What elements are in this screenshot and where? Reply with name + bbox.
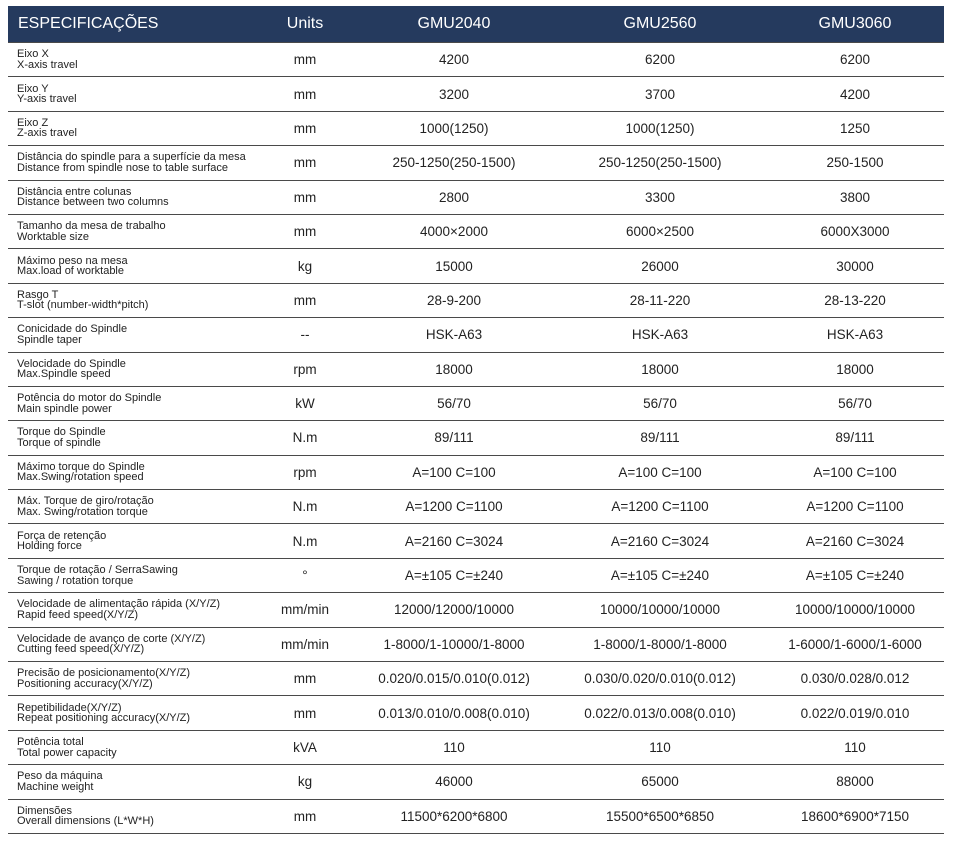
cell-model-1: 2800 bbox=[354, 180, 554, 214]
label-en: Y-axis travel bbox=[17, 93, 77, 106]
label-en: Machine weight bbox=[17, 780, 94, 793]
cell-model-1: 28-9-200 bbox=[354, 283, 554, 317]
row-label bbox=[8, 696, 256, 730]
row-unit: mm bbox=[256, 283, 354, 317]
cell-model-2: 15500*6500*6850 bbox=[554, 799, 766, 833]
row-unit: mm bbox=[256, 696, 354, 730]
label-en: Sawing / rotation torque bbox=[17, 574, 134, 587]
cell-model-2: 110 bbox=[554, 730, 766, 764]
row-label bbox=[8, 799, 256, 833]
cell-model-2: 89/111 bbox=[554, 421, 766, 455]
label-pt: Peso da máquina bbox=[17, 770, 103, 783]
label-pt: Máximo torque do Spindle bbox=[17, 460, 145, 473]
header-model-1: GMU2040 bbox=[354, 6, 554, 43]
cell-model-1: 250-1250(250-1500) bbox=[354, 146, 554, 180]
cell-model-2: 26000 bbox=[554, 249, 766, 283]
table-row bbox=[8, 249, 944, 283]
cell-model-1: 110 bbox=[354, 730, 554, 764]
label-pt: Tamanho da mesa de trabalho bbox=[17, 220, 166, 233]
cell-model-2: A=100 C=100 bbox=[554, 455, 766, 489]
cell-model-3: A=100 C=100 bbox=[766, 455, 944, 489]
row-label bbox=[8, 249, 256, 283]
cell-model-3: 6200 bbox=[766, 43, 944, 77]
cell-model-2: 1000(1250) bbox=[554, 111, 766, 145]
cell-model-1: 15000 bbox=[354, 249, 554, 283]
cell-model-1: 46000 bbox=[354, 765, 554, 799]
row-unit: kW bbox=[256, 386, 354, 420]
label-pt: Velocidade de avanço de corte (X/Y/Z) bbox=[17, 632, 206, 645]
cell-model-3: HSK-A63 bbox=[766, 318, 944, 352]
table-row bbox=[8, 283, 944, 317]
cell-model-1: 0.020/0.015/0.010(0.012) bbox=[354, 662, 554, 696]
cell-model-1: 4000×2000 bbox=[354, 214, 554, 248]
cell-model-3: A=2160 C=3024 bbox=[766, 524, 944, 558]
label-pt: Máx. Torque de giro/rotação bbox=[17, 495, 154, 508]
cell-model-3: 0.030/0.028/0.012 bbox=[766, 662, 944, 696]
row-unit: N.m bbox=[256, 524, 354, 558]
spec-table-container bbox=[8, 6, 944, 834]
cell-model-3: 89/111 bbox=[766, 421, 944, 455]
table-row bbox=[8, 490, 944, 524]
table-row bbox=[8, 455, 944, 489]
label-pt: Distância entre colunas bbox=[17, 185, 132, 198]
row-label bbox=[8, 214, 256, 248]
cell-model-1: HSK-A63 bbox=[354, 318, 554, 352]
spec-table bbox=[8, 6, 944, 834]
label-pt: Repetibilidade(X/Y/Z) bbox=[17, 701, 122, 714]
table-row bbox=[8, 352, 944, 386]
row-label bbox=[8, 455, 256, 489]
row-label bbox=[8, 765, 256, 799]
row-label bbox=[8, 283, 256, 317]
cell-model-3: 1-6000/1-6000/1-6000 bbox=[766, 627, 944, 661]
cell-model-2: HSK-A63 bbox=[554, 318, 766, 352]
cell-model-3: 0.022/0.019/0.010 bbox=[766, 696, 944, 730]
table-row bbox=[8, 765, 944, 799]
cell-model-3: 1250 bbox=[766, 111, 944, 145]
cell-model-3: 18000 bbox=[766, 352, 944, 386]
row-unit: rpm bbox=[256, 455, 354, 489]
row-unit: mm bbox=[256, 111, 354, 145]
cell-model-1: A=2160 C=3024 bbox=[354, 524, 554, 558]
row-label bbox=[8, 111, 256, 145]
row-label bbox=[8, 490, 256, 524]
table-row bbox=[8, 77, 944, 111]
cell-model-3: A=±105 C=±240 bbox=[766, 558, 944, 592]
row-unit: mm bbox=[256, 146, 354, 180]
label-pt: Eixo Z bbox=[17, 116, 49, 129]
row-unit: ° bbox=[256, 558, 354, 592]
label-pt: Conicidade do Spindle bbox=[17, 323, 128, 336]
row-label bbox=[8, 43, 256, 77]
cell-model-2: 10000/10000/10000 bbox=[554, 593, 766, 627]
label-pt: Rasgo T bbox=[17, 288, 59, 301]
row-label bbox=[8, 730, 256, 764]
row-label bbox=[8, 318, 256, 352]
row-label bbox=[8, 593, 256, 627]
label-en: Main spindle power bbox=[17, 402, 112, 415]
label-en: Cutting feed speed(X/Y/Z) bbox=[17, 643, 145, 656]
table-row bbox=[8, 43, 944, 77]
header-units: Units bbox=[256, 6, 354, 43]
cell-model-2: 6000×2500 bbox=[554, 214, 766, 248]
label-pt: Potência total bbox=[17, 736, 84, 748]
row-unit: mm bbox=[256, 662, 354, 696]
row-unit: kg bbox=[256, 765, 354, 799]
label-en: Torque of spindle bbox=[17, 436, 101, 449]
row-unit: mm bbox=[256, 799, 354, 833]
table-row bbox=[8, 558, 944, 592]
label-en: Z-axis travel bbox=[17, 127, 77, 140]
cell-model-3: A=1200 C=1100 bbox=[766, 490, 944, 524]
label-en: Max.Swing/rotation speed bbox=[17, 471, 144, 484]
label-pt: Eixo Y bbox=[17, 82, 49, 95]
table-row bbox=[8, 421, 944, 455]
label-en: Worktable size bbox=[17, 230, 89, 243]
table-row bbox=[8, 662, 944, 696]
label-en: Overall dimensions (L*W*H) bbox=[17, 815, 154, 828]
row-unit: kg bbox=[256, 249, 354, 283]
row-unit: mm bbox=[256, 180, 354, 214]
table-header-row bbox=[8, 6, 944, 43]
cell-model-3: 250-1500 bbox=[766, 146, 944, 180]
label-en: Rapid feed speed(X/Y/Z) bbox=[17, 608, 139, 621]
table-row bbox=[8, 111, 944, 145]
label-pt: Velocidade de alimentação rápida (X/Y/Z) bbox=[17, 598, 221, 611]
cell-model-2: A=1200 C=1100 bbox=[554, 490, 766, 524]
label-pt: Precisão de posicionamento(X/Y/Z) bbox=[17, 667, 191, 680]
cell-model-2: 18000 bbox=[554, 352, 766, 386]
table-row bbox=[8, 214, 944, 248]
label-en: Total power capacity bbox=[17, 746, 117, 759]
row-unit: mm bbox=[256, 43, 354, 77]
cell-model-3: 56/70 bbox=[766, 386, 944, 420]
label-en: Positioning accuracy(X/Y/Z) bbox=[17, 677, 153, 690]
cell-model-3: 88000 bbox=[766, 765, 944, 799]
table-row bbox=[8, 593, 944, 627]
table-row bbox=[8, 524, 944, 558]
cell-model-3: 10000/10000/10000 bbox=[766, 593, 944, 627]
cell-model-3: 28-13-220 bbox=[766, 283, 944, 317]
label-en: Max. Swing/rotation torque bbox=[17, 505, 148, 518]
cell-model-3: 30000 bbox=[766, 249, 944, 283]
table-row bbox=[8, 180, 944, 214]
cell-model-2: A=2160 C=3024 bbox=[554, 524, 766, 558]
row-label bbox=[8, 421, 256, 455]
cell-model-2: A=±105 C=±240 bbox=[554, 558, 766, 592]
row-unit: rpm bbox=[256, 352, 354, 386]
row-unit: kVA bbox=[256, 730, 354, 764]
cell-model-2: 1-8000/1-8000/1-8000 bbox=[554, 627, 766, 661]
row-unit: N.m bbox=[256, 490, 354, 524]
cell-model-3: 3800 bbox=[766, 180, 944, 214]
row-label bbox=[8, 146, 256, 180]
label-pt: Potência do motor do Spindle bbox=[17, 392, 162, 405]
cell-model-1: 89/111 bbox=[354, 421, 554, 455]
label-pt: Torque do Spindle bbox=[17, 426, 106, 439]
label-en: Repeat positioning accuracy(X/Y/Z) bbox=[17, 712, 191, 725]
label-en: T-slot (number-width*pitch) bbox=[17, 299, 149, 312]
label-en: Distance from spindle nose to table surface bbox=[17, 161, 228, 174]
cell-model-1: 4200 bbox=[354, 43, 554, 77]
label-en: Max.Spindle speed bbox=[17, 368, 111, 381]
cell-model-1: 1000(1250) bbox=[354, 111, 554, 145]
header-model-2: GMU2560 bbox=[554, 6, 766, 43]
row-label bbox=[8, 352, 256, 386]
row-label bbox=[8, 180, 256, 214]
header-model-3: GMU3060 bbox=[766, 6, 944, 43]
cell-model-2: 28-11-220 bbox=[554, 283, 766, 317]
cell-model-2: 65000 bbox=[554, 765, 766, 799]
cell-model-1: 1-8000/1-10000/1-8000 bbox=[354, 627, 554, 661]
row-unit: N.m bbox=[256, 421, 354, 455]
cell-model-1: 18000 bbox=[354, 352, 554, 386]
table-row bbox=[8, 799, 944, 833]
cell-model-1: 12000/12000/10000 bbox=[354, 593, 554, 627]
label-en: Holding force bbox=[17, 540, 82, 553]
cell-model-2: 250-1250(250-1500) bbox=[554, 146, 766, 180]
cell-model-2: 0.030/0.020/0.010(0.012) bbox=[554, 662, 766, 696]
label-pt: Eixo X bbox=[17, 48, 49, 61]
label-pt: Força de retenção bbox=[17, 529, 107, 542]
row-unit: mm bbox=[256, 214, 354, 248]
label-en: Spindle taper bbox=[17, 333, 82, 346]
cell-model-1: 0.013/0.010/0.008(0.010) bbox=[354, 696, 554, 730]
cell-model-2: 3700 bbox=[554, 77, 766, 111]
row-label bbox=[8, 524, 256, 558]
label-pt: Distância do spindle para a superfície da mesa bbox=[17, 151, 246, 164]
table-row bbox=[8, 318, 944, 352]
label-en: Distance between two columns bbox=[17, 196, 169, 209]
label-pt: Velocidade do Spindle bbox=[17, 357, 126, 370]
row-label bbox=[8, 627, 256, 661]
spec-table-body bbox=[8, 43, 944, 834]
row-label bbox=[8, 662, 256, 696]
cell-model-2: 3300 bbox=[554, 180, 766, 214]
row-label bbox=[8, 386, 256, 420]
cell-model-3: 18600*6900*7150 bbox=[766, 799, 944, 833]
cell-model-1: 3200 bbox=[354, 77, 554, 111]
cell-model-3: 6000X3000 bbox=[766, 214, 944, 248]
row-unit: mm/min bbox=[256, 593, 354, 627]
cell-model-2: 6200 bbox=[554, 43, 766, 77]
cell-model-3: 4200 bbox=[766, 77, 944, 111]
cell-model-1: A=1200 C=1100 bbox=[354, 490, 554, 524]
cell-model-3: 110 bbox=[766, 730, 944, 764]
cell-model-2: 56/70 bbox=[554, 386, 766, 420]
cell-model-1: A=±105 C=±240 bbox=[354, 558, 554, 592]
label-pt: Máximo peso na mesa bbox=[17, 254, 128, 267]
table-row bbox=[8, 627, 944, 661]
table-row bbox=[8, 696, 944, 730]
table-row bbox=[8, 386, 944, 420]
row-unit: mm bbox=[256, 77, 354, 111]
label-en: Max.load of worktable bbox=[17, 265, 124, 278]
table-row bbox=[8, 146, 944, 180]
cell-model-2: 0.022/0.013/0.008(0.010) bbox=[554, 696, 766, 730]
cell-model-1: 11500*6200*6800 bbox=[354, 799, 554, 833]
row-unit: -- bbox=[256, 318, 354, 352]
row-label bbox=[8, 77, 256, 111]
label-pt: Torque de rotação / SerraSawing bbox=[17, 564, 178, 577]
row-unit: mm/min bbox=[256, 627, 354, 661]
cell-model-1: 56/70 bbox=[354, 386, 554, 420]
row-label bbox=[8, 558, 256, 592]
header-spec: ESPECIFICAÇÕES bbox=[8, 6, 256, 43]
cell-model-1: A=100 C=100 bbox=[354, 455, 554, 489]
label-pt: Dimensões bbox=[17, 804, 73, 817]
label-en: X-axis travel bbox=[17, 58, 78, 71]
table-row bbox=[8, 730, 944, 764]
